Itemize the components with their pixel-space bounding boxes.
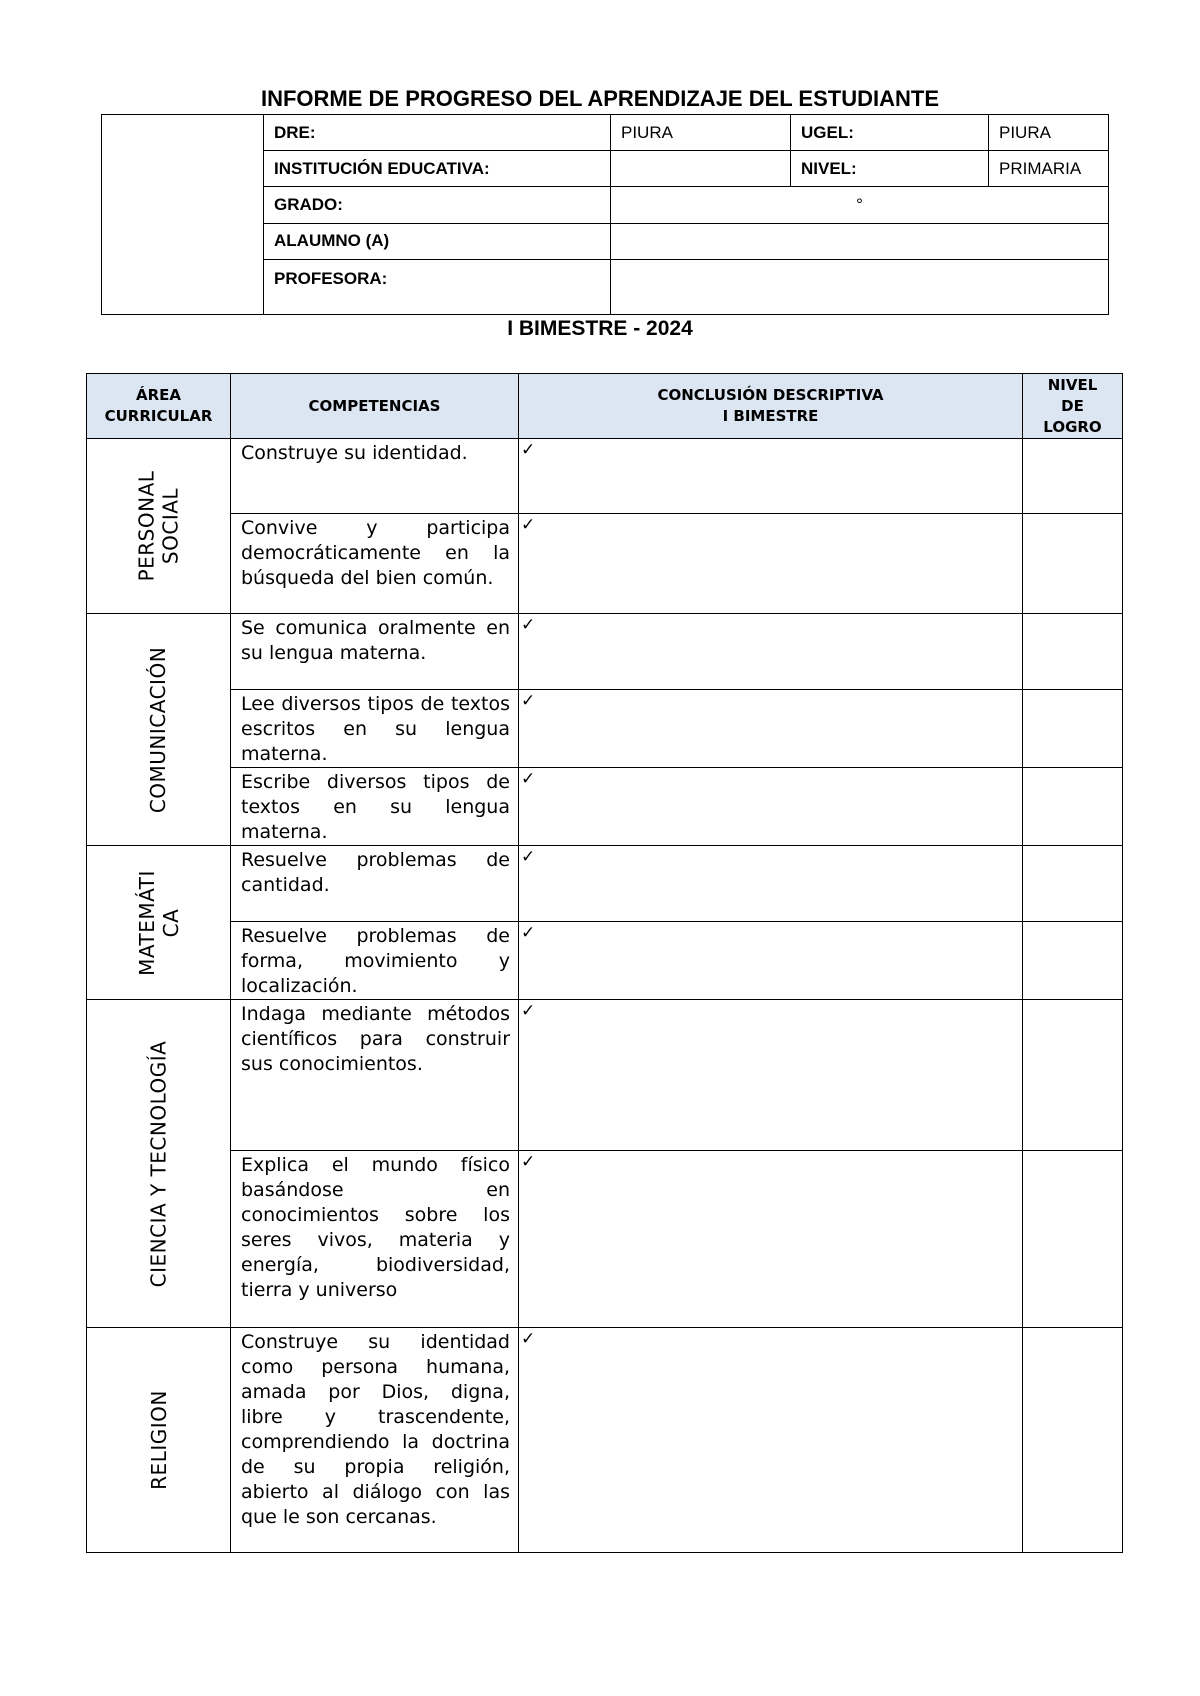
area-ciencia-tecnologia: CIENCIA Y TECNOLOGÍA <box>87 1000 231 1328</box>
table-row <box>87 922 1123 1000</box>
nivel-logro-cell[interactable] <box>1023 1328 1123 1553</box>
table-row <box>87 1151 1123 1328</box>
grado-value[interactable]: ° <box>611 187 1109 223</box>
check-icon: ✓ <box>521 615 536 635</box>
ugel-value: PIURA <box>989 115 1109 151</box>
area-matematica: MATEMÁTI CA <box>87 846 231 1000</box>
competencia-cell: Construye su identidad. <box>231 439 519 514</box>
ie-label: INSTITUCIÓN EDUCATIVA: <box>264 151 611 187</box>
ie-value[interactable] <box>611 151 791 187</box>
logo-cell <box>102 115 264 315</box>
period-title: I BIMESTRE - 2024 <box>507 317 693 340</box>
profesora-label: PROFESORA: <box>264 259 611 314</box>
table-row <box>87 768 1123 846</box>
conclusion-cell[interactable] <box>519 922 1023 1000</box>
table-row <box>87 439 1123 514</box>
table-row <box>87 1000 1123 1151</box>
check-icon: ✓ <box>521 1329 536 1349</box>
table-row <box>87 846 1123 922</box>
area-personal-social: PERSONAL SOCIAL <box>87 439 231 614</box>
nivel-logro-cell[interactable] <box>1023 690 1123 768</box>
check-icon: ✓ <box>521 691 536 711</box>
table-row <box>87 514 1123 614</box>
competencia-cell: Resuelve problemas de forma, movimiento y localización. <box>231 922 519 1000</box>
competencia-cell: Indaga mediante métodos científicos para construir sus conocimientos. <box>231 1000 519 1151</box>
nivel-logro-cell[interactable] <box>1023 922 1123 1000</box>
alumno-label: ALAUMNO (A) <box>264 223 611 259</box>
conclusion-cell[interactable] <box>519 614 1023 690</box>
conclusion-cell[interactable] <box>519 1151 1023 1328</box>
check-icon: ✓ <box>521 515 536 535</box>
competencia-cell: Convive y participa democráticamente en la búsqueda del bien común. <box>231 514 519 614</box>
area-comunicacion: COMUNICACIÓN <box>87 614 231 846</box>
check-icon: ✓ <box>521 769 536 789</box>
ugel-label: UGEL: <box>791 115 989 151</box>
nivel-logro-cell[interactable] <box>1023 439 1123 514</box>
conclusion-header: CONCLUSIÓN DESCRIPTIVA I BIMESTRE <box>519 374 1023 439</box>
competencia-cell: Se comunica oralmente en su lengua materna. <box>231 614 519 690</box>
document-title: INFORME DE PROGRESO DEL APRENDIZAJE DEL ESTUDIANTE <box>260 86 939 111</box>
nivel-logro-cell[interactable] <box>1023 846 1123 922</box>
area-religion: RELIGION <box>87 1328 231 1553</box>
dre-label: DRE: <box>264 115 611 151</box>
competencia-cell: Lee diversos tipos de textos escritos en su lengua materna. <box>231 690 519 768</box>
check-icon: ✓ <box>521 923 536 943</box>
dre-value: PIURA <box>611 115 791 151</box>
table-row <box>87 690 1123 768</box>
nivel-value: PRIMARIA <box>989 151 1109 187</box>
conclusion-cell[interactable] <box>519 846 1023 922</box>
check-icon: ✓ <box>521 1001 536 1021</box>
nivel-logro-cell[interactable] <box>1023 614 1123 690</box>
competencia-cell: Explica el mundo físico basándose en conocimientos sobre los seres vivos, materia y energía, biodiversidad, tierra y universo <box>231 1151 519 1328</box>
competencias-header: COMPETENCIAS <box>231 374 519 439</box>
check-icon: ✓ <box>521 440 536 460</box>
nivel-label: NIVEL: <box>791 151 989 187</box>
conclusion-cell[interactable] <box>519 1000 1023 1151</box>
check-icon: ✓ <box>521 1152 536 1172</box>
table-row <box>87 614 1123 690</box>
conclusion-cell[interactable] <box>519 768 1023 846</box>
competencia-cell: Escribe diversos tipos de textos en su lengua materna. <box>231 768 519 846</box>
conclusion-cell[interactable] <box>519 1328 1023 1553</box>
competencia-cell: Resuelve problemas de cantidad. <box>231 846 519 922</box>
nivel-logro-cell[interactable] <box>1023 1000 1123 1151</box>
conclusion-cell[interactable] <box>519 690 1023 768</box>
area-header: ÁREA CURRICULAR <box>87 374 231 439</box>
nivel-logro-header: NIVEL DE LOGRO <box>1023 374 1123 439</box>
check-icon: ✓ <box>521 847 536 867</box>
conclusion-cell[interactable] <box>519 514 1023 614</box>
student-info-table <box>101 114 1109 315</box>
progress-table <box>86 373 1123 1553</box>
header-row <box>87 374 1123 439</box>
grado-label: GRADO: <box>264 187 611 223</box>
nivel-logro-cell[interactable] <box>1023 514 1123 614</box>
nivel-logro-cell[interactable] <box>1023 768 1123 846</box>
table-row <box>87 1328 1123 1553</box>
competencia-cell: Construye su identidad como persona humana, amada por Dios, digna, libre y trascendente, comprendiendo la doctrina de su propia religión, abierto al diálogo con las que le son cercanas. <box>231 1328 519 1553</box>
profesora-value[interactable] <box>611 259 1109 314</box>
conclusion-cell[interactable] <box>519 439 1023 514</box>
nivel-logro-cell[interactable] <box>1023 1151 1123 1328</box>
alumno-value[interactable] <box>611 223 1109 259</box>
